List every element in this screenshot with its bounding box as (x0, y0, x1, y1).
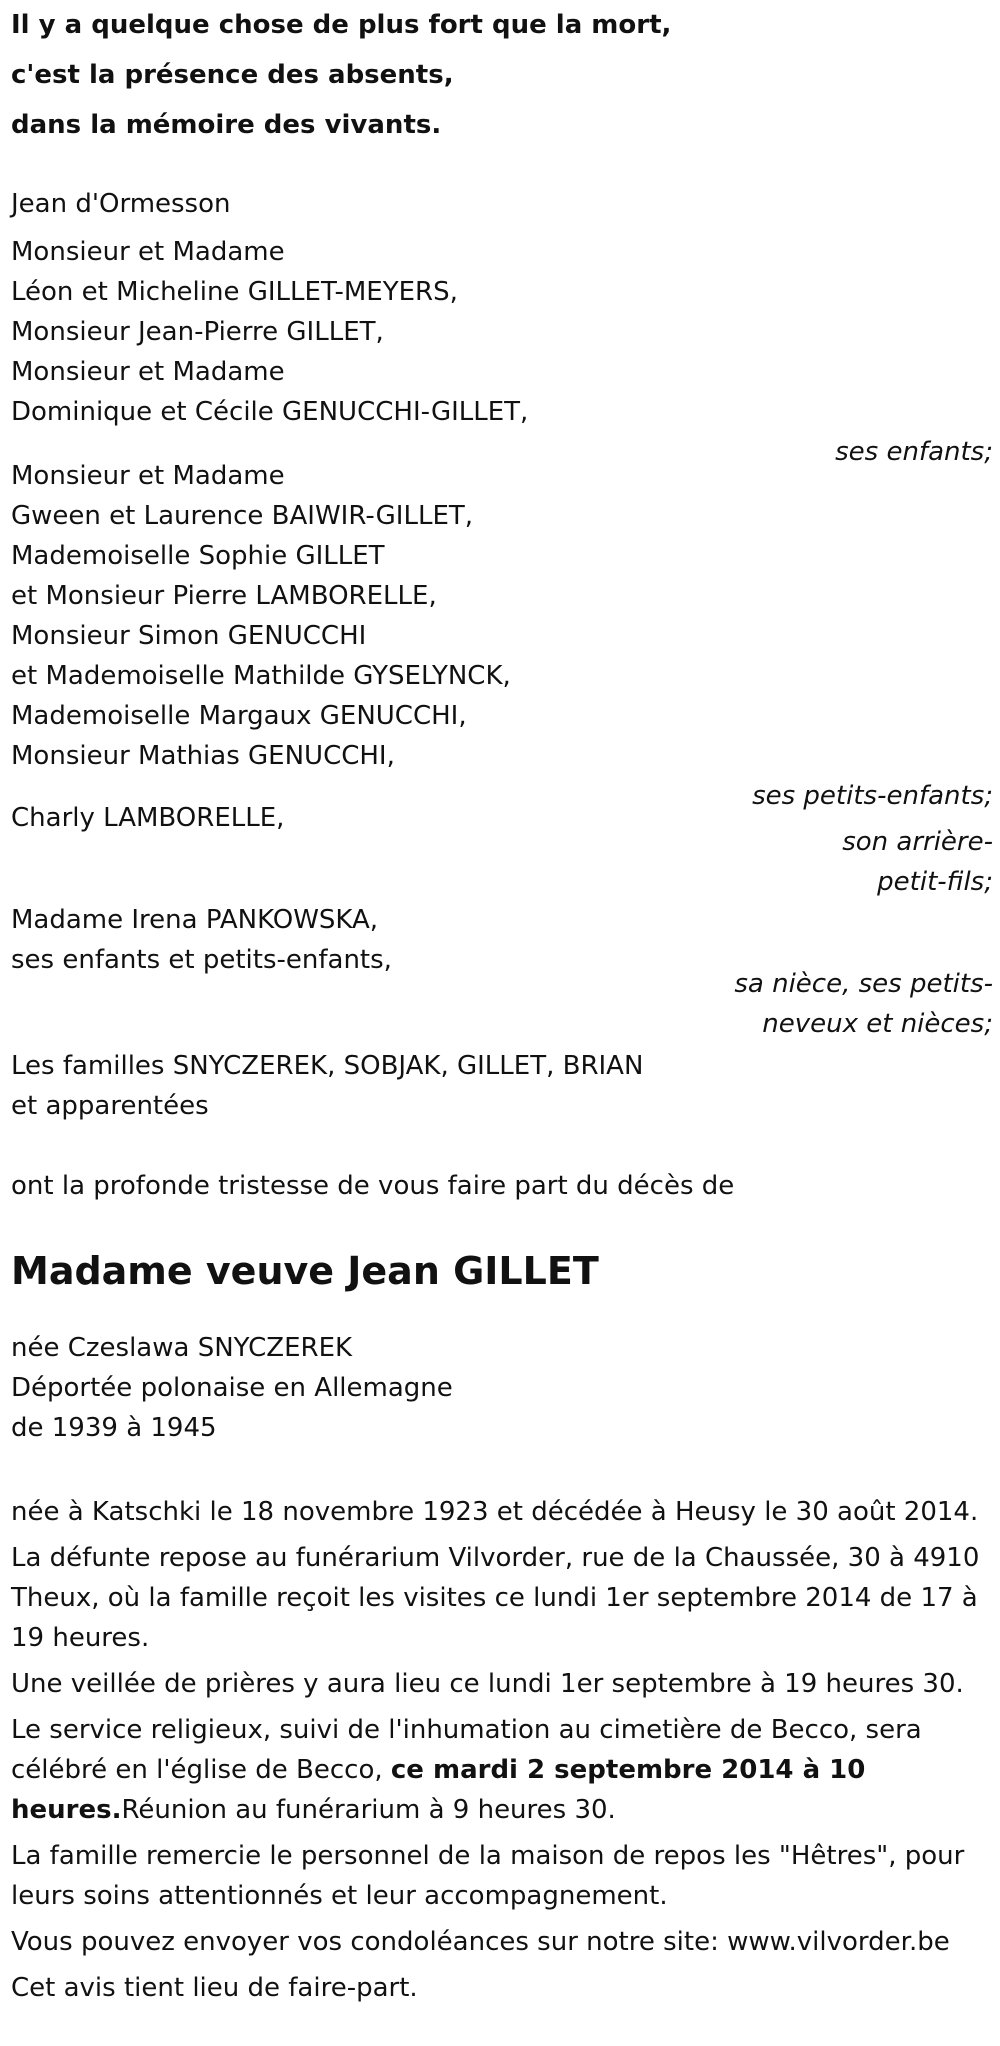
detail-line: de 1939 à 1945 (11, 1413, 217, 1443)
detail-line: Déportée polonaise en Allemagne (11, 1373, 453, 1403)
family-line: et apparentées (11, 1091, 209, 1121)
quote-line: c'est la présence des absents, (11, 60, 454, 90)
family-line: Charly LAMBORELLE, (11, 803, 285, 833)
notice-text: Cet avis tient lieu de faire-part. (11, 1973, 418, 2003)
relation-label: petit-fils; (877, 867, 993, 897)
children-block (11, 232, 993, 472)
service-prefix: Le service religieux, suivi de l'inhumation au cimetière de Becco, sera célébré en l'église de Becco, (11, 1715, 922, 1785)
family-line: Madame Irena PANKOWSKA, (11, 905, 379, 935)
relation-label: son arrière- (842, 827, 993, 857)
grandchildren-block (11, 456, 993, 816)
quote-author: Jean d'Ormesson (11, 189, 231, 219)
detail-line: née Czeslawa SNYCZEREK (11, 1333, 353, 1363)
family-line: Mademoiselle Margaux GENUCCHI, (11, 701, 467, 731)
relation-label: sa nièce, ses petits- (734, 969, 993, 999)
vigil-text: Une veillée de prières y aura lieu ce lundi 1er septembre à 19 heures 30. (11, 1669, 964, 1699)
great-grandchild-relation (11, 822, 993, 902)
relation-label: ses petits-enfants; (752, 781, 993, 811)
family-line: Monsieur et Madame (11, 237, 285, 267)
quote-line: Il y a quelque chose de plus fort que la mort, (11, 10, 672, 40)
relation-label: neveux et nièces; (762, 1009, 993, 1039)
family-line: Monsieur et Madame (11, 357, 285, 387)
repose-text: La défunte repose au funérarium Vilvorder, rue de la Chaussée, 30 à 4910 Theux, où la famille reçoit les visites ce lundi 1er septembre 2014 de 17 à 19 heures. (11, 1543, 980, 1653)
family-line: Les familles SNYCZEREK, SOBJAK, GILLET, BRIAN (11, 1051, 644, 1081)
info-block (11, 1492, 993, 2008)
deceased-details (11, 1328, 993, 1448)
family-line: Mademoiselle Sophie GILLET (11, 541, 385, 571)
families-block (11, 1046, 993, 1126)
family-line: Léon et Micheline GILLET-MEYERS, (11, 277, 458, 307)
family-line: Monsieur Jean-Pierre GILLET, (11, 317, 384, 347)
service-date: ce mardi 2 septembre 2014 à 10 heures. (11, 1755, 866, 1825)
family-line: Monsieur Simon GENUCCHI (11, 621, 367, 651)
birth-death-text: née à Katschki le 18 novembre 1923 et décédée à Heusy le 30 août 2014. (11, 1497, 979, 1527)
service-text (11, 1710, 993, 1830)
niece-relation (11, 964, 993, 1044)
announcement-text: ont la profonde tristesse de vous faire part du décès de (11, 1171, 735, 1201)
family-line: et Mademoiselle Mathilde GYSELYNCK, (11, 661, 511, 691)
family-line: et Monsieur Pierre LAMBORELLE, (11, 581, 437, 611)
quote-block (11, 0, 993, 150)
thanks-text: La famille remercie le personnel de la maison de repos les "Hêtres", pour leurs soins attentionnés et leur accompagnement. (11, 1841, 965, 1911)
family-line: Gween et Laurence BAIWIR-GILLET, (11, 501, 474, 531)
service-suffix: Réunion au funérarium à 9 heures 30. (121, 1795, 616, 1825)
deceased-name: Madame veuve Jean GILLET (11, 1249, 599, 1293)
condolences-text: Vous pouvez envoyer vos condoléances sur notre site: www.vilvorder.be (11, 1927, 950, 1957)
quote-line: dans la mémoire des vivants. (11, 110, 442, 140)
family-line: Monsieur Mathias GENUCCHI, (11, 741, 395, 771)
family-line: ses enfants et petits-enfants, (11, 945, 392, 975)
relation-label: ses enfants; (835, 437, 993, 467)
family-line: Monsieur et Madame (11, 461, 285, 491)
family-line: Dominique et Cécile GENUCCHI-GILLET, (11, 397, 529, 427)
